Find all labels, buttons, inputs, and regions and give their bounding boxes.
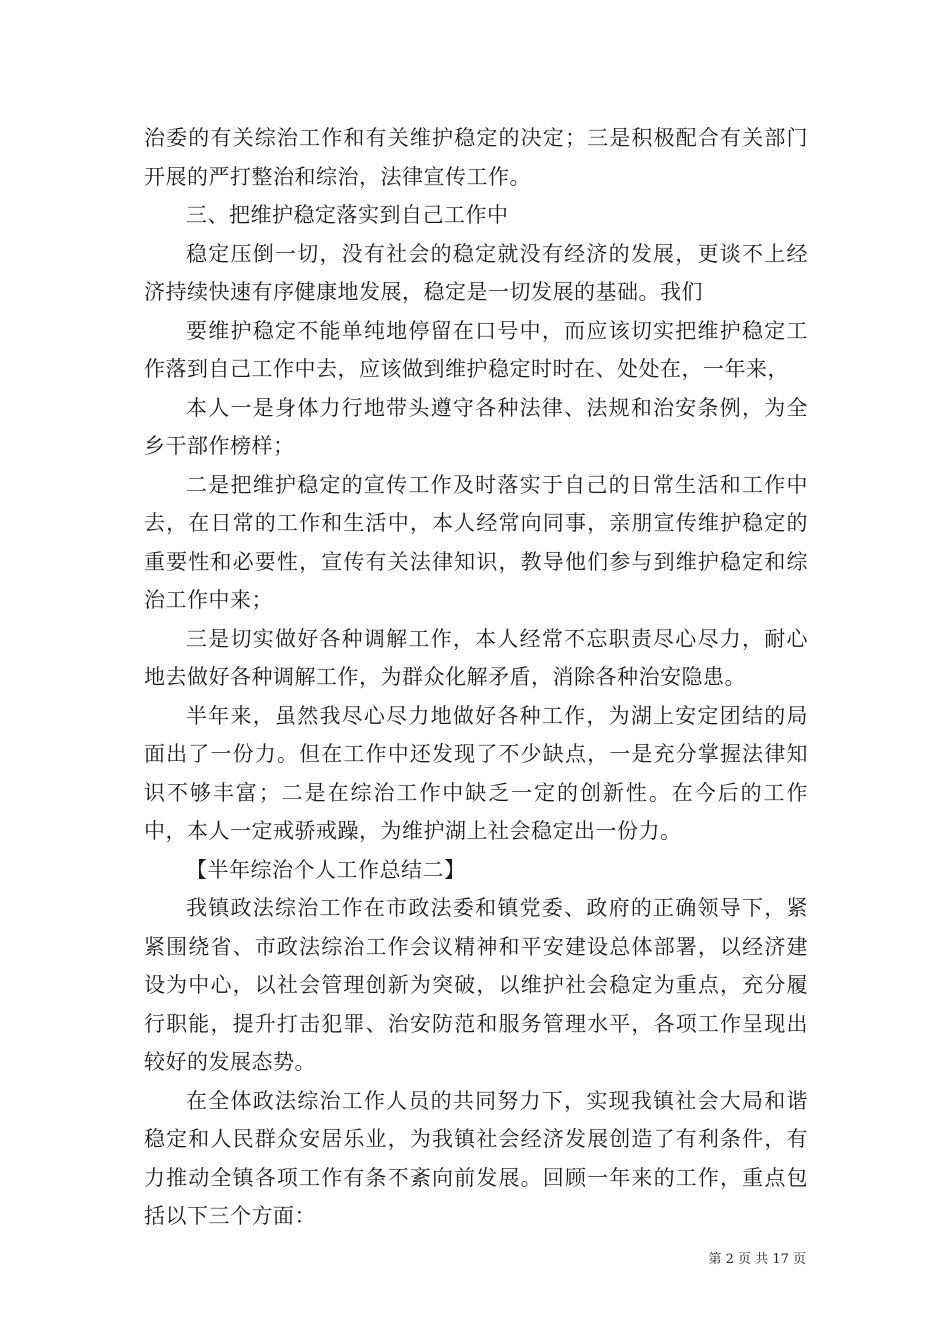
document-body bbox=[144, 119, 808, 1236]
paragraph-6: 二是把维护稳定的宣传工作及时落实于自己的日常生活和工作中去，在日常的工作和生活中，本人经常向同事，亲朋宣传维护稳定的重要性和必要性，宣传有关法律知识，教导他们参与到维护稳定和综治工作中来； bbox=[144, 472, 808, 612]
paragraph-7: 三是切实做好各种调解工作，本人经常不忘职责尽心尽力，耐心地去做好各种调解工作，为群众化解矛盾，消除各种治安隐患。 bbox=[144, 626, 808, 689]
paragraph-10: 我镇政法综治工作在市政法委和镇党委、政府的正确领导下，紧紧围绕省、市政法综治工作会议精神和平安建设总体部署，以经济建设为中心，以社会管理创新为突破，以维护社会稳定为重点，充分履行职能，提升打击犯罪、治安防范和服务管理水平，各项工作呈现出较好的发展态势。 bbox=[144, 896, 808, 1074]
paragraph-5: 本人一是身体力行地带头遵守各种法律、法规和治安条例，为全乡干部作榜样； bbox=[144, 395, 808, 458]
section-heading-3: 三、把维护稳定落实到自己工作中 bbox=[186, 203, 509, 227]
paragraph-3: 稳定压倒一切，没有社会的稳定就没有经济的发展，更谈不上经济持续快速有序健康地发展，稳定是一切发展的基础。我们 bbox=[144, 241, 808, 304]
page-number: 第 2 页 共 17 页 bbox=[708, 1252, 806, 1267]
paragraph-1: 治委的有关综治工作和有关维护稳定的决定；三是积极配合有关部门开展的严打整治和综治，法律宣传工作。 bbox=[144, 126, 808, 189]
section-title-2: 【半年综治个人工作总结二】 bbox=[186, 857, 466, 882]
paragraph-8: 半年来，虽然我尽心尽力地做好各种工作，为湖上安定团结的局面出了一份力。但在工作中还发现了不少缺点，一是充分掌握法律知识不够丰富；二是在综治工作中缺乏一定的创新性。在今后的工作中，本人一定戒骄戒躁，为维护湖上社会稳定出一份力。 bbox=[144, 703, 808, 843]
paragraph-11: 在全体政法综治工作人员的共同努力下，实现我镇社会大局和谐稳定和人民群众安居乐业，为我镇社会经济发展创造了有利条件，有力推动全镇各项工作有条不紊向前发展。回顾一年来的工作，重点包括以下三个方面： bbox=[144, 1088, 808, 1228]
paragraph-4: 要维护稳定不能单纯地停留在口号中，而应该切实把维护稳定工作落到自己工作中去，应该做到维护稳定时时在、处处在，一年来， bbox=[144, 318, 808, 381]
